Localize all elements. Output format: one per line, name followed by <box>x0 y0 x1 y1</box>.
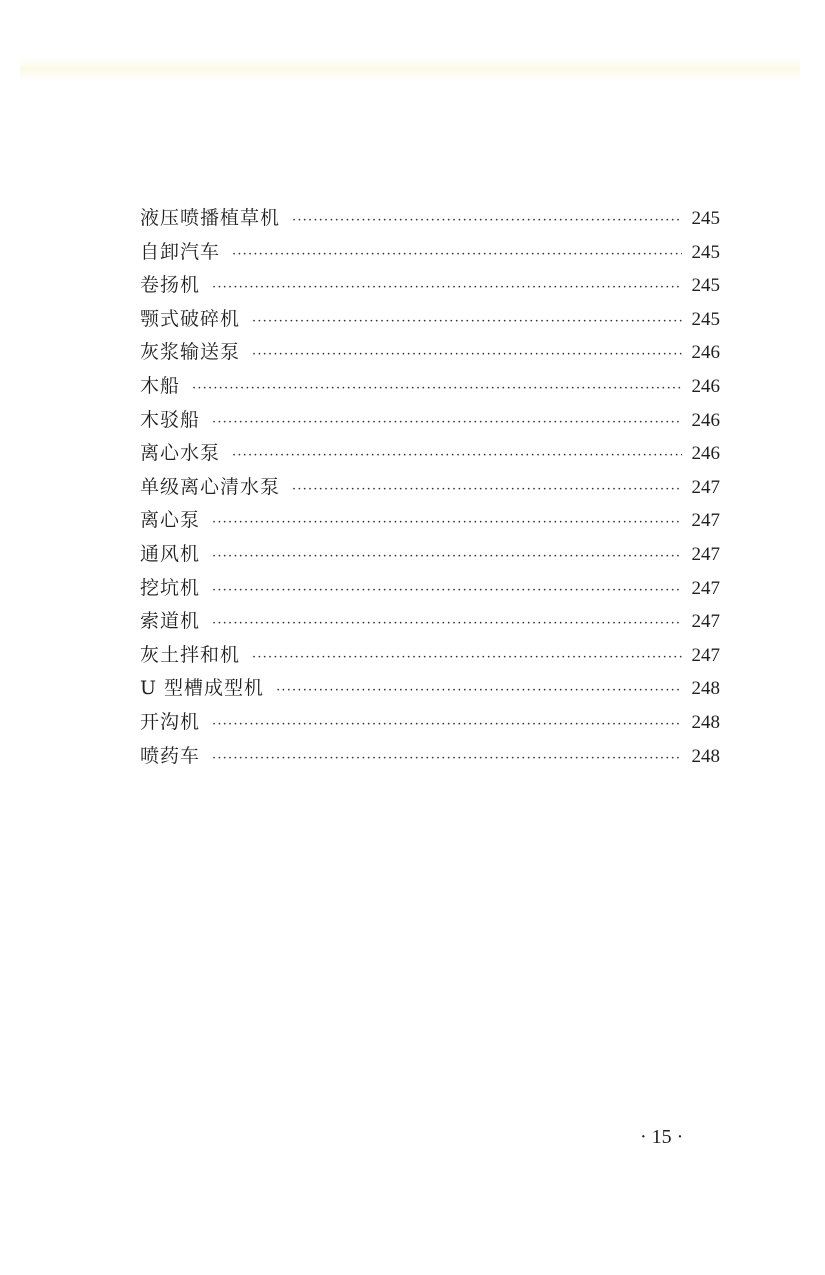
toc-entry-title: 挖坑机 <box>140 576 201 599</box>
toc-entry-title: 喷药车 <box>140 744 201 767</box>
toc-entry <box>140 707 720 741</box>
toc-entry <box>140 270 720 304</box>
scan-shadow <box>20 58 800 80</box>
toc-leader-dots <box>252 314 681 329</box>
toc-leader-dots <box>232 247 681 262</box>
toc-leader-dots <box>252 650 681 665</box>
toc-entry <box>140 606 720 640</box>
toc-entry-page: 246 <box>691 342 720 364</box>
toc-entry <box>140 237 720 271</box>
toc-leader-dots <box>212 616 681 631</box>
toc-entry-page: 248 <box>691 711 720 733</box>
toc-entry <box>140 741 720 775</box>
toc-entry <box>140 371 720 405</box>
toc-leader-dots <box>212 583 681 598</box>
toc-entry-title: 灰土拌和机 <box>140 643 241 666</box>
toc-entry-title: 索道机 <box>140 610 201 633</box>
toc-entry-page: 248 <box>691 678 720 700</box>
page-number: · 15 · <box>640 1126 684 1148</box>
toc-entry-title: 自卸汽车 <box>140 240 221 263</box>
toc-entry-page: 245 <box>691 275 720 297</box>
toc-entry-page: 246 <box>691 409 720 431</box>
toc-entry-page: 245 <box>691 308 720 330</box>
toc-entry <box>140 472 720 506</box>
toc-leader-dots <box>276 683 681 698</box>
toc-entry-page: 247 <box>691 543 720 565</box>
toc-leader-dots <box>232 448 681 463</box>
toc-entry-page: 247 <box>691 577 720 599</box>
toc-entry-title: 木船 <box>140 374 181 397</box>
toc-entry-page: 245 <box>691 241 720 263</box>
toc-entry <box>140 539 720 573</box>
toc-entry-title: 液压喷播植草机 <box>140 207 281 229</box>
toc-entry <box>140 573 720 607</box>
toc-leader-dots <box>292 213 681 228</box>
toc-entry-title: 颚式破碎机 <box>140 307 241 330</box>
toc-entry-title: 开沟机 <box>140 710 201 733</box>
toc-entry <box>140 337 720 371</box>
toc-entry <box>140 505 720 539</box>
toc-leader-dots <box>212 280 681 295</box>
toc-entry <box>140 304 720 338</box>
toc-entry-title: 离心泵 <box>140 509 201 532</box>
toc-entry-title: 通风机 <box>140 542 201 565</box>
toc-entry-title: 灰浆输送泵 <box>140 341 241 364</box>
toc-entry-title: 离心水泵 <box>140 442 221 465</box>
table-of-contents <box>140 203 720 774</box>
toc-entry-page: 247 <box>691 510 720 532</box>
toc-entry-title: 单级离心清水泵 <box>140 475 281 498</box>
toc-entry-page: 247 <box>691 644 720 666</box>
toc-entry-page: 248 <box>691 745 720 767</box>
toc-entry <box>140 203 720 237</box>
toc-leader-dots <box>212 717 681 732</box>
toc-entry-title: 木驳船 <box>140 408 201 431</box>
toc-entry-page: 247 <box>691 476 720 498</box>
toc-entry-title: 卷扬机 <box>140 274 201 297</box>
toc-entry <box>140 438 720 472</box>
toc-entry-page: 246 <box>691 375 720 397</box>
toc-entry-page: 246 <box>691 443 720 465</box>
toc-entry-title: U 型槽成型机 <box>140 677 265 700</box>
toc-entry <box>140 673 720 707</box>
toc-leader-dots <box>192 381 681 396</box>
toc-entry <box>140 640 720 674</box>
toc-entry <box>140 405 720 439</box>
toc-leader-dots <box>292 482 681 497</box>
toc-entry-page: 245 <box>691 208 720 229</box>
toc-entry-page: 247 <box>691 611 720 633</box>
toc-leader-dots <box>212 515 681 530</box>
toc-leader-dots <box>212 751 681 766</box>
toc-leader-dots <box>252 347 681 362</box>
toc-leader-dots <box>212 415 681 430</box>
toc-leader-dots <box>212 549 681 564</box>
